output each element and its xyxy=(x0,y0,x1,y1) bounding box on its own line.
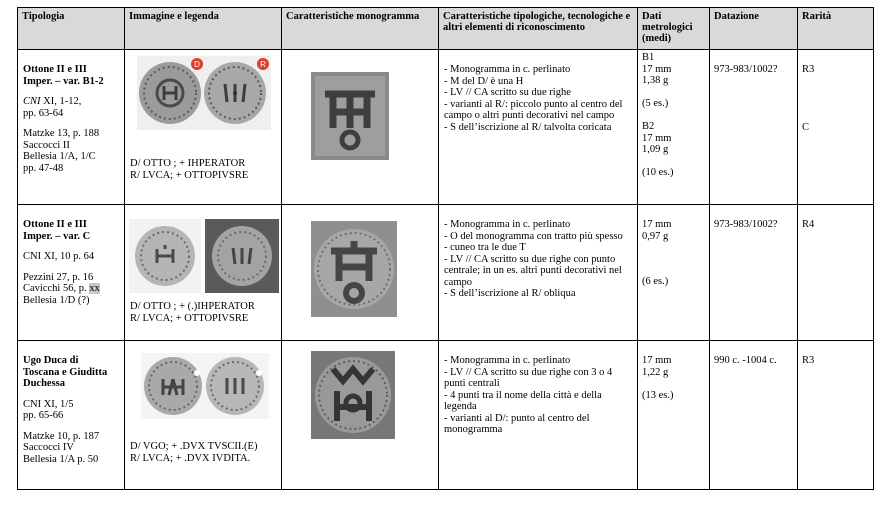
header-monogramma: Caratteristiche monogramma xyxy=(282,8,439,50)
coin-photo-obverse-reverse xyxy=(129,219,279,293)
date-cell: 990 c. -1004 c. xyxy=(710,341,798,490)
features-list: - Monogramma in c. perlinato - M del D/ è una H - LV // CA scritto su due righe - varianti al R/: piccolo punto al centro del campo o altri punti decorativi nel campo - S dell’iscrizione al R/ talvolta coricata xyxy=(444,64,623,133)
monogram-photo xyxy=(311,221,397,317)
image-legend-cell xyxy=(125,341,282,490)
header-caratteristiche: Caratteristiche tipologiche, tecnologiche e altri elementi di riconoscimento xyxy=(439,8,638,50)
coin-catalog-table xyxy=(17,7,874,490)
coin-photo-obverse-reverse xyxy=(141,353,269,419)
header-datazione: Datazione xyxy=(710,8,798,50)
monogram-photo xyxy=(311,351,395,439)
features-cell xyxy=(439,50,638,205)
date-cell: 973-983/1002? xyxy=(710,205,798,341)
tipologia-cell: Ottone II e III Imper. – var. C CNI XI, 10 p. 64 Pezzini 27, p. 16 Cavicchi 56, p. xx Bellesia 1/D (?) xyxy=(18,205,125,341)
image-legend-cell xyxy=(125,205,282,341)
metrology-cell: 17 mm 0,97 g (6 es.) xyxy=(638,205,710,341)
svg-text:D: D xyxy=(194,60,200,69)
tipologia-cell: Ottone II e III Imper. – var. B1-2 CNI XI, 1-12, pp. 63-64 Matzke 13, p. 188 Saccocci II Bellesia 1/A, 1/C pp. 47-48 xyxy=(18,50,125,205)
badge-icon xyxy=(257,58,269,70)
features-list: - Monogramma in c. perlinato - LV // CA scritto su due righe con 3 o 4 punti centrali - 4 punti tra il nome della città e della legenda - varianti al D/: punto al centro del monogramma xyxy=(444,355,613,435)
rarity-cell: R4 xyxy=(798,205,874,341)
coin-photo-obverse-reverse xyxy=(137,56,271,130)
table-row xyxy=(18,341,874,490)
features-cell xyxy=(439,341,638,490)
monogram-cell xyxy=(282,50,439,205)
tipologia-cell: Ugo Duca di Toscana e Giuditta Duchessa CNI XI, 1/5 pp. 65-66 Matzke 10, p. 187 Saccocci IV Bellesia 1/A p. 50 xyxy=(18,341,125,490)
features-list: - Monogramma in c. perlinato - O del monogramma con tratto più spesso - cuneo tra le due T - LV // CA scritto su due righe con punto centrale; in un es. altri punti decorativi nel campo - S dell’iscrizione al R/ obliqua xyxy=(444,219,623,299)
header-immagine: Immagine e legenda xyxy=(125,8,282,50)
coin-legend: D/ VGO; + .DVX TVSCII.(E) R/ LVCA; + .DVX IVDITA. xyxy=(130,441,258,464)
header-metrologici: Dati metrologici (medi) xyxy=(638,8,710,50)
date-cell: 973-983/1002? xyxy=(710,50,798,205)
metrology-cell: B1 17 mm 1,38 g (5 es.) B2 17 mm 1,09 g (10 es.) xyxy=(638,50,710,205)
table-row xyxy=(18,205,874,341)
features-cell xyxy=(439,205,638,341)
metrology-cell: 17 mm 1,22 g (13 es.) xyxy=(638,341,710,490)
rarity-cell: R3 xyxy=(798,341,874,490)
monogram-photo xyxy=(311,72,389,160)
badge-icon xyxy=(191,58,203,70)
monogram-cell xyxy=(282,341,439,490)
header-tipologia: Tipologia xyxy=(18,8,125,50)
header-rarita: Rarità xyxy=(798,8,874,50)
coin-legend: D/ OTTO ; + (.)IHPERATOR R/ LVCA; + OTTOPIVSRE xyxy=(130,301,255,324)
monogram-cell xyxy=(282,205,439,341)
coin-legend: D/ OTTO ; + IHPERATOR R/ LVCA; + OTTOPIVSRE xyxy=(130,158,249,181)
table-row xyxy=(18,50,874,205)
svg-text:R: R xyxy=(260,60,266,69)
image-legend-cell xyxy=(125,50,282,205)
header-row xyxy=(18,8,874,50)
rarity-cell: R3 C xyxy=(798,50,874,205)
